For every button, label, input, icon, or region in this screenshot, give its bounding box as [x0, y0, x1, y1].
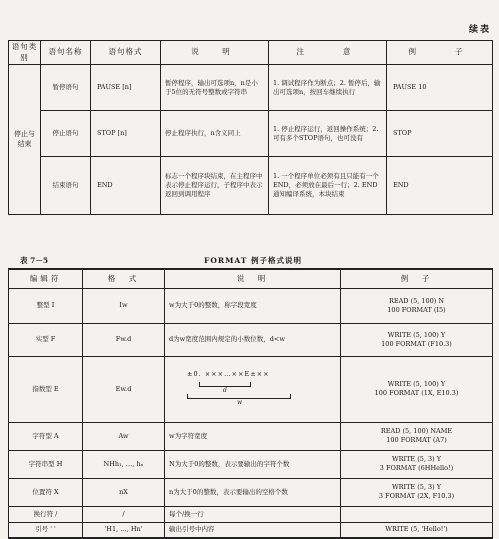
- example-line: WRITE (5, 3) Y: [391, 455, 442, 464]
- example-line: 100 FORMAT (1X, E10.3): [374, 389, 459, 397]
- example-line: READ (5, 100) NAME: [380, 427, 453, 436]
- statement-description: 停止程序执行，n含义同上: [161, 111, 269, 157]
- table-row: [9, 157, 493, 215]
- editor-cell: 换行符 /: [9, 506, 83, 522]
- table-row: [9, 356, 493, 422]
- example-line: WRITE (5, 3) Y: [391, 483, 442, 492]
- description-cell: d为w宽度范围内规定的小数位数，d<w: [165, 323, 341, 356]
- description-cell: 每个/换一行: [165, 506, 341, 522]
- header-notes: 注 意: [269, 41, 387, 65]
- description-cell: [165, 356, 341, 422]
- statement-table: [8, 40, 493, 215]
- exponent-pattern: ±0. ×××…××E±××: [187, 370, 270, 378]
- example-cell: [341, 356, 493, 422]
- description-cell: w为大于0的整数，称字段宽度: [165, 288, 341, 323]
- header-example: 例 子: [387, 41, 493, 65]
- editor-cell: 字符串型 H: [9, 450, 83, 478]
- header-name: 语句名称: [41, 41, 91, 65]
- format-cell: NHh₁, …, hₙ: [83, 450, 165, 478]
- exponent-diagram: [169, 362, 336, 416]
- table-row: [9, 65, 493, 111]
- format-table-header: [9, 269, 493, 288]
- statement-description: 标志一个程序块结束，在主程序中表示停止程序运行，子程序中表示返回到调用程序: [161, 157, 269, 215]
- editor-cell: 位置符 X: [9, 478, 83, 506]
- table-row: [9, 111, 493, 157]
- description-cell: w为字符宽度: [165, 422, 341, 450]
- statement-description: 暂停程序，输出可选项n，n是小于5位的无符号整数或字符串: [161, 65, 269, 111]
- example-line: 100 FORMAT (A7): [386, 436, 447, 444]
- statement-format: STOP [n]: [91, 111, 161, 157]
- statement-format: END: [91, 157, 161, 215]
- editor-cell: 指数型 E: [9, 356, 83, 422]
- statement-table-header: [9, 41, 493, 65]
- format-cell: Ew.d: [83, 356, 165, 422]
- d-label: d: [223, 387, 227, 394]
- format-cell: Aw: [83, 422, 165, 450]
- example-line: 3 FORMAT (2X, F10.3): [378, 492, 455, 500]
- statement-notes: 1. 停止程序运行，返回操作系统；2. 可有多个STOP语句，也可没有: [269, 111, 387, 157]
- statement-example: STOP: [387, 111, 493, 157]
- example-line: WRITE (5, 100) Y: [387, 380, 446, 389]
- description-cell: 输出引号中内容: [165, 522, 341, 538]
- editor-cell: 整型 I: [9, 288, 83, 323]
- example-cell: [341, 422, 493, 450]
- table-row: [9, 522, 493, 538]
- statement-example: PAUSE 10: [387, 65, 493, 111]
- table-row: [9, 323, 493, 356]
- table-title: FORMAT 例子格式说明: [204, 256, 302, 265]
- header-format: 语句格式: [91, 41, 161, 65]
- example-line: WRITE (5, 100) Y: [387, 330, 446, 339]
- example-line: 100 FORMAT (F10.3): [381, 339, 452, 348]
- statement-name: 暂停语句: [41, 65, 91, 111]
- header-editor: 编辑符: [9, 269, 83, 288]
- editor-cell: 引号 ' ': [9, 522, 83, 538]
- continued-label: 续表: [468, 25, 491, 35]
- header-format: 格 式: [83, 269, 165, 288]
- table-row: [9, 478, 493, 506]
- example-cell: WRITE (5, 'Hello!'): [341, 522, 493, 538]
- description-cell: n为大于0的整数，表示要输出的空格个数: [165, 478, 341, 506]
- format-cell: 'H1, …, Hn': [83, 522, 165, 538]
- header-category: 语句类别: [9, 41, 41, 65]
- table-row: [9, 450, 493, 478]
- editor-cell: 实型 F: [9, 323, 83, 356]
- format-cell: nX: [83, 478, 165, 506]
- example-cell: [341, 323, 493, 356]
- example-cell: [341, 450, 493, 478]
- header-example: 例 子: [341, 269, 493, 288]
- statement-example: END: [387, 157, 493, 215]
- example-line: 3 FORMAT (6HHello!): [379, 464, 454, 472]
- example-cell: [341, 506, 493, 522]
- table-row: [9, 506, 493, 522]
- example-line: READ (5, 100) N: [388, 296, 445, 305]
- description-cell: N为大于0的整数，表示要输出的字符个数: [165, 450, 341, 478]
- example-line: 100 FORMAT (I5): [387, 305, 446, 314]
- statement-notes: 1. 调试程序作为断点；2. 暂停后，输出可选项n，按回车继续执行: [269, 65, 387, 111]
- statement-notes: 1. 一个程序单位必须有且只能有一个END，必须放在最后一行；2. END通知编译系统，本块结束: [269, 157, 387, 215]
- category-cell: 停止与结束: [9, 65, 41, 215]
- format-cell: Fw.d: [83, 323, 165, 356]
- format-cell: /: [83, 506, 165, 522]
- example-cell: [341, 288, 493, 323]
- statement-name: 结束语句: [41, 157, 91, 215]
- example-cell: [341, 478, 493, 506]
- table-number: 表 7－5: [20, 256, 49, 265]
- table-row: [9, 422, 493, 450]
- statement-name: 停止语句: [41, 111, 91, 157]
- table-row: [9, 288, 493, 323]
- statement-format: PAUSE [n]: [91, 65, 161, 111]
- format-cell: Iw: [83, 288, 165, 323]
- header-description: 说 明: [165, 269, 341, 288]
- editor-cell: 字符型 A: [9, 422, 83, 450]
- header-description: 说 明: [161, 41, 269, 65]
- format-table: [8, 268, 493, 539]
- w-label: w: [237, 399, 243, 406]
